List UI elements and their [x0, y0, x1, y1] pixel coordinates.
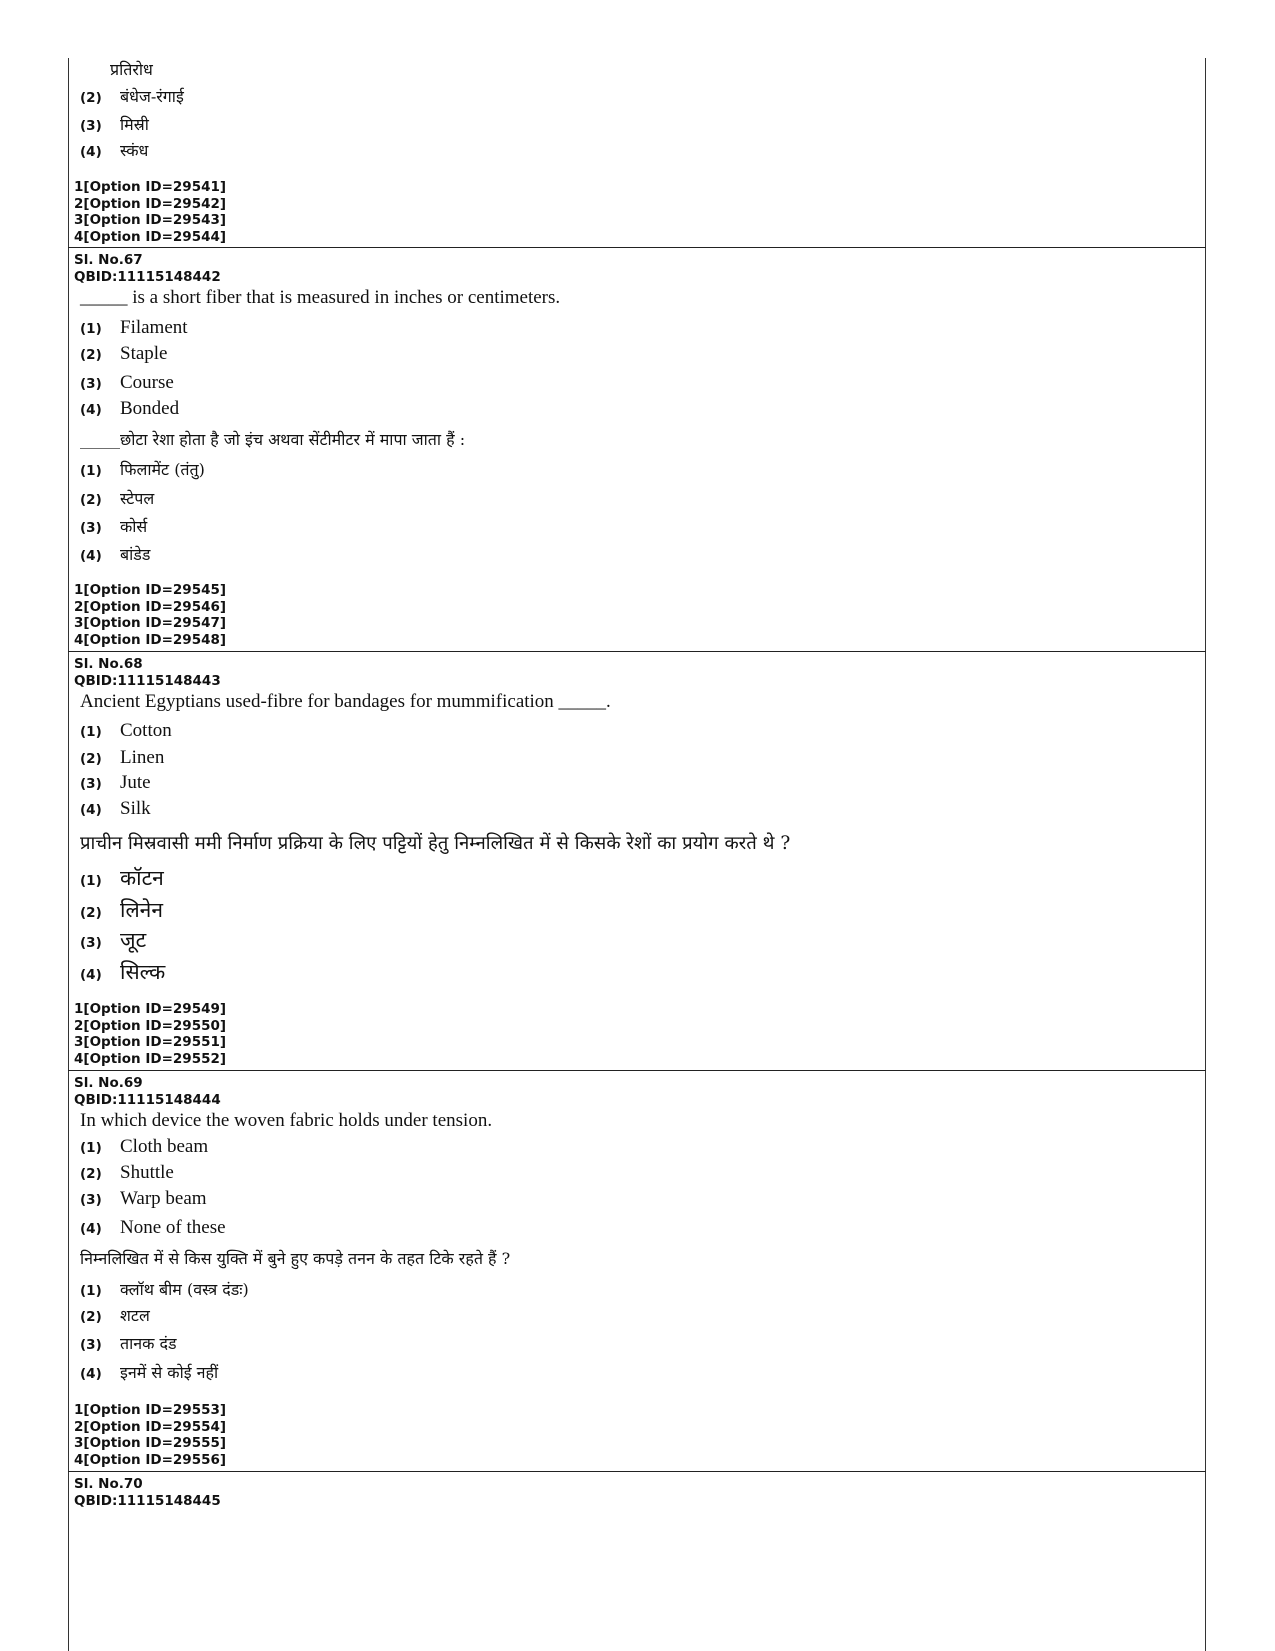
option-text: मिस्री — [120, 115, 149, 134]
serial-number: Sl. No.69 — [74, 1075, 143, 1091]
question-separator — [68, 1471, 1206, 1472]
option-number: (1) — [80, 873, 102, 889]
option-text: सिल्क — [120, 960, 166, 984]
option-1-hi-continued: प्रतिरोध — [110, 60, 153, 79]
option-number: (3) — [80, 776, 102, 792]
option-3-en — [68, 372, 174, 394]
option-number: (1) — [80, 1283, 102, 1299]
option-id: 1[Option ID=29541] — [74, 179, 227, 195]
option-number: (1) — [80, 463, 102, 479]
option-id: 4[Option ID=29544] — [74, 228, 227, 245]
option-number: (3) — [80, 376, 102, 392]
option-text: कोर्स — [120, 517, 148, 536]
option-id: 2[Option ID=29550] — [74, 1017, 227, 1034]
option-2-en — [68, 747, 164, 769]
question-text-en: _____ is a short fiber that is measured in inches or centimeters. — [80, 287, 561, 308]
option-2-en — [68, 1162, 174, 1184]
qbid: QBID:11115148444 — [74, 1091, 221, 1108]
option-3-hi — [68, 113, 149, 135]
option-text: Course — [120, 372, 174, 393]
option-ids — [68, 179, 226, 245]
qbid: QBID:11115148445 — [74, 1492, 221, 1509]
option-id: 1[Option ID=29553] — [74, 1402, 227, 1418]
option-text: Cloth beam — [120, 1136, 209, 1157]
option-4-hi — [68, 139, 148, 161]
serial-number: Sl. No.70 — [74, 1476, 143, 1492]
option-number: (4) — [80, 402, 102, 418]
option-number: (2) — [80, 90, 102, 106]
option-number: (4) — [80, 802, 102, 818]
option-number: (3) — [80, 520, 102, 536]
question-text-hi: प्राचीन मिस्रवासी ममी निर्माण प्रक्रिया के लिए पट्टियों हेतु निम्नलिखित में से किसके रेशों का प्रयोग करते थे ? — [80, 833, 791, 854]
option-id: 4[Option ID=29556] — [74, 1451, 227, 1468]
option-number: (2) — [80, 905, 102, 921]
option-number: (4) — [80, 1366, 102, 1382]
serial-number: Sl. No.67 — [74, 252, 143, 268]
option-number: (3) — [80, 935, 102, 951]
option-3-en — [68, 1188, 207, 1210]
option-text: Linen — [120, 747, 165, 768]
option-2-en — [68, 343, 168, 365]
question-header — [68, 252, 221, 285]
option-id: 3[Option ID=29547] — [74, 615, 227, 631]
option-text: Staple — [120, 343, 168, 364]
option-1-hi — [68, 458, 205, 480]
option-number: (4) — [80, 548, 102, 564]
option-3-hi — [68, 515, 147, 537]
option-4-hi — [68, 1361, 218, 1383]
option-text: इनमें से कोई नहीं — [120, 1363, 219, 1382]
option-id: 2[Option ID=29546] — [74, 598, 227, 615]
option-1-en — [68, 317, 188, 339]
option-1-en — [68, 1136, 208, 1158]
option-3-en — [68, 772, 151, 794]
option-text: Shuttle — [120, 1162, 174, 1183]
option-4-en — [68, 398, 179, 420]
option-2-hi — [68, 487, 154, 509]
option-2-hi — [68, 85, 184, 107]
option-4-en — [68, 1217, 226, 1239]
option-id: 4[Option ID=29552] — [74, 1050, 227, 1067]
option-number: (1) — [80, 321, 102, 337]
option-id: 1[Option ID=29549] — [74, 1001, 227, 1017]
option-number: (2) — [80, 1309, 102, 1325]
option-text: Cotton — [120, 720, 172, 741]
option-2-hi — [68, 1304, 150, 1326]
option-1-en — [68, 720, 172, 742]
option-number: (4) — [80, 1221, 102, 1237]
option-text: Bonded — [120, 398, 180, 419]
question-header — [68, 1075, 221, 1108]
option-text: स्कंध — [120, 141, 149, 160]
question-text-hi: _____छोटा रेशा होता है जो इंच अथवा सेंटीमीटर में मापा जाता हैं : — [80, 430, 466, 449]
question-text-en: Ancient Egyptians used-fibre for bandages for mummification _____. — [80, 691, 611, 712]
option-text: None of these — [120, 1217, 226, 1238]
option-number: (2) — [80, 347, 102, 363]
option-id: 2[Option ID=29554] — [74, 1418, 227, 1435]
option-text: Warp beam — [120, 1188, 207, 1209]
option-text: Filament — [120, 317, 188, 338]
question-separator — [68, 1070, 1206, 1071]
option-3-hi — [68, 1332, 177, 1354]
option-text: शटल — [120, 1306, 150, 1325]
option-number: (4) — [80, 144, 102, 160]
option-ids — [68, 582, 226, 648]
option-id: 4[Option ID=29548] — [74, 631, 227, 648]
serial-number: Sl. No.68 — [74, 656, 143, 672]
question-header — [68, 656, 221, 689]
option-1-hi — [68, 1278, 249, 1300]
option-id: 3[Option ID=29551] — [74, 1034, 227, 1050]
option-id: 3[Option ID=29555] — [74, 1435, 227, 1451]
option-ids — [68, 1001, 226, 1067]
option-number: (1) — [80, 1140, 102, 1156]
option-ids — [68, 1402, 226, 1468]
question-separator — [68, 247, 1206, 248]
option-text: बांडेड — [120, 545, 151, 564]
option-4-hi — [68, 958, 165, 986]
option-number: (3) — [80, 1192, 102, 1208]
option-number: (2) — [80, 492, 102, 508]
option-text: जूट — [120, 928, 147, 952]
option-number: (3) — [80, 118, 102, 134]
option-id: 1[Option ID=29545] — [74, 582, 227, 598]
option-1-hi — [68, 864, 164, 892]
question-text-hi: निम्नलिखित में से किस युक्ति में बुने हुए कपड़े तनन के तहत टिके रहते हैं ? — [80, 1249, 511, 1268]
option-text: Jute — [120, 772, 151, 793]
option-number: (4) — [80, 967, 102, 983]
question-text-en: In which device the woven fabric holds under tension. — [80, 1110, 493, 1131]
option-number: (2) — [80, 1166, 102, 1182]
option-text: Silk — [120, 798, 151, 819]
option-text: क्लॉथ बीम (वस्त्र दंडः) — [120, 1280, 249, 1299]
option-text: कॉटन — [120, 866, 164, 890]
option-id: 2[Option ID=29542] — [74, 195, 227, 212]
option-text: बंधेज-रंगाई — [120, 87, 184, 106]
option-4-hi — [68, 543, 150, 565]
question-separator — [68, 651, 1206, 652]
option-4-en — [68, 798, 151, 820]
option-id: 3[Option ID=29543] — [74, 212, 227, 228]
option-number: (1) — [80, 724, 102, 740]
option-number: (3) — [80, 1337, 102, 1353]
qbid: QBID:11115148442 — [74, 268, 221, 285]
qbid: QBID:11115148443 — [74, 672, 221, 689]
option-text: तानक दंड — [120, 1334, 177, 1353]
option-text: लिनेन — [120, 898, 163, 922]
option-text: स्टेपल — [120, 489, 155, 508]
option-number: (2) — [80, 751, 102, 767]
option-text: फिलामेंट (तंतु) — [120, 460, 205, 479]
question-header — [68, 1476, 221, 1509]
option-2-hi — [68, 896, 163, 924]
option-3-hi — [68, 926, 146, 954]
